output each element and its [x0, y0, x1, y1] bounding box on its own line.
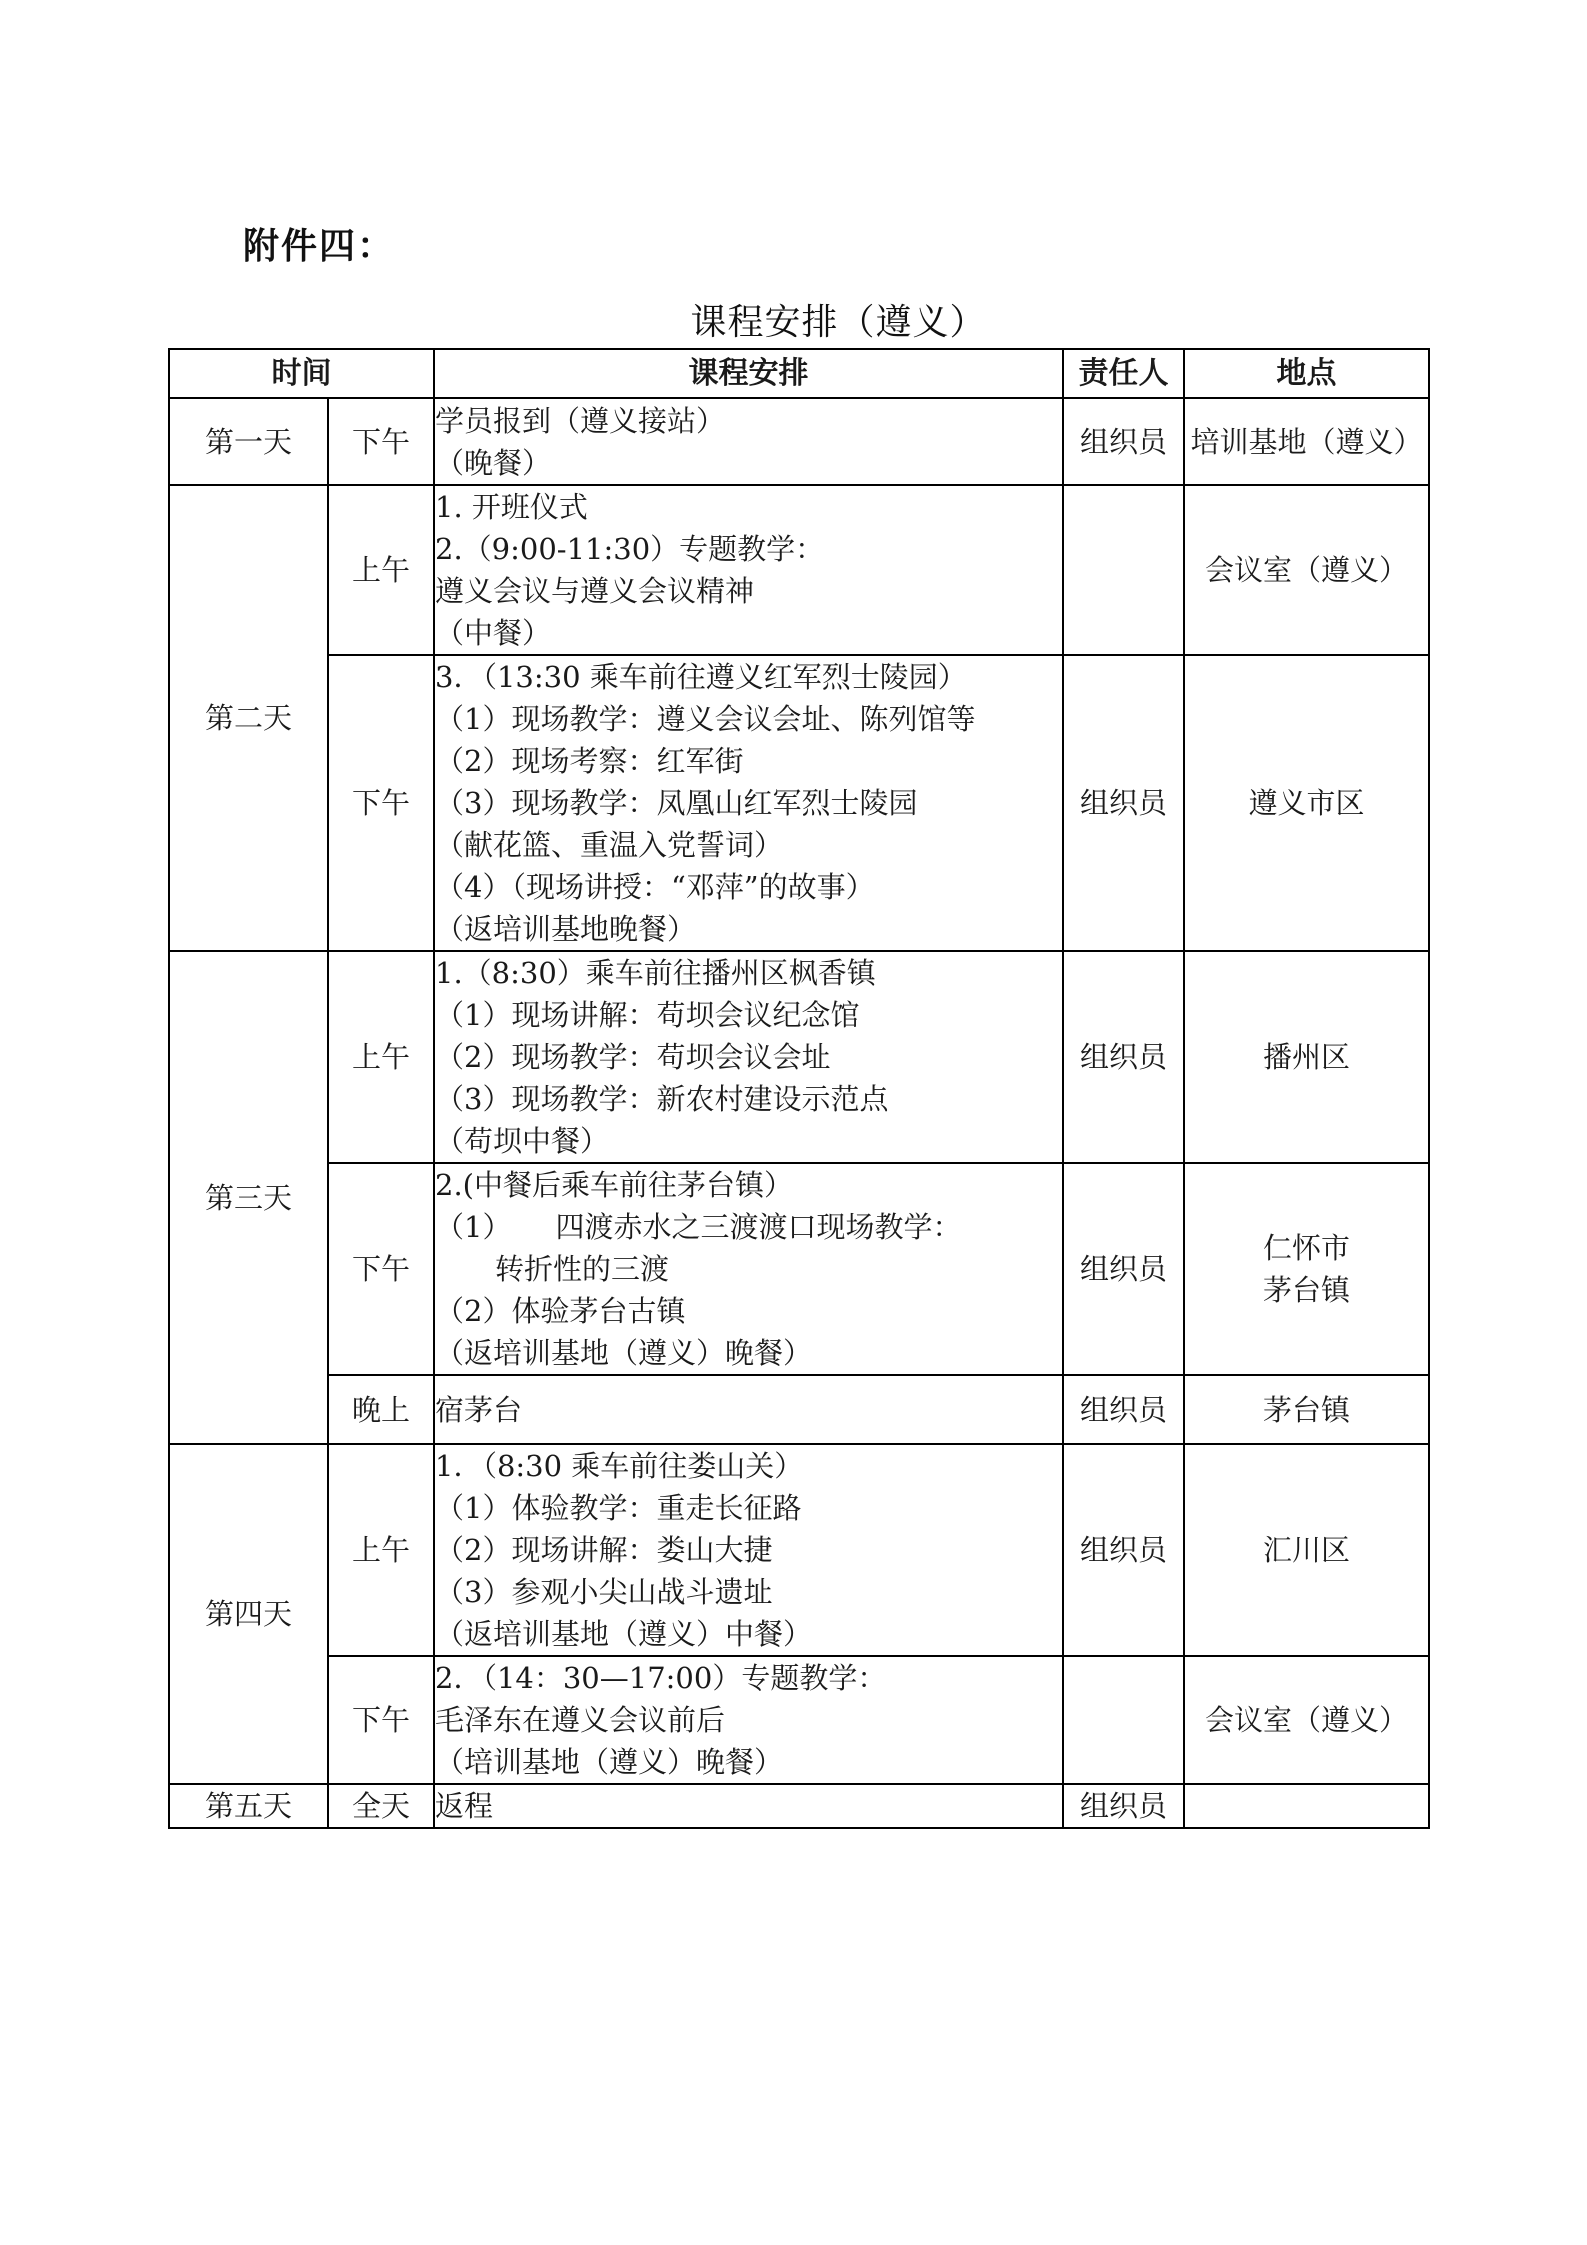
table-header-row [169, 349, 1429, 398]
course-line: （返培训基地（遵义）晚餐） [435, 1336, 813, 1370]
responsible-cell [1063, 485, 1184, 655]
course-line: （培训基地（遵义）晚餐） [435, 1745, 784, 1779]
responsible-cell: 组织员 [1063, 398, 1184, 485]
course-line: 2.（9:00-11:30）专题教学： [435, 532, 825, 566]
course-line: （苟坝中餐） [435, 1124, 610, 1158]
course-line: 3．（13:30 乘车前往遵义红军烈士陵园） [435, 660, 967, 694]
location-cell: 播州区 [1184, 951, 1429, 1163]
location-cell: 会议室（遵义） [1184, 485, 1429, 655]
course-cell [434, 951, 1063, 1163]
course-line: （2）现场教学：苟坝会议会址 [435, 1040, 831, 1074]
table-row [169, 951, 1429, 1163]
course-line: （3）参观小尖山战斗遗址 [435, 1575, 773, 1609]
table-row [169, 1784, 1429, 1828]
course-line: （4）（现场讲授：“邓萍”的故事） [435, 870, 875, 904]
location-cell: 培训基地（遵义） [1184, 398, 1429, 485]
page-title: 课程安排（遵义） [690, 302, 987, 343]
table-row [169, 1656, 1429, 1784]
responsible-cell [1063, 1656, 1184, 1784]
course-cell [434, 1375, 1063, 1444]
header-time: 时间 [169, 349, 434, 398]
course-line: 转折性的三渡 [495, 1252, 670, 1286]
location-cell: 遵义市区 [1184, 655, 1429, 951]
course-line: 2.(中餐后乘车前往茅台镇） [435, 1168, 793, 1202]
period-cell: 下午 [328, 1163, 434, 1375]
course-line: 宿茅台 [435, 1392, 523, 1427]
course-line: （返培训基地（遵义）中餐） [435, 1617, 813, 1651]
course-cell [434, 655, 1063, 951]
header-location: 地点 [1184, 349, 1429, 398]
course-cell [434, 485, 1063, 655]
period-cell: 下午 [328, 1656, 434, 1784]
course-cell [434, 1444, 1063, 1656]
course-line: 1. 开班仪式 [435, 490, 588, 524]
period-cell: 下午 [328, 655, 434, 951]
course-line-text: 四渡赤水之三渡渡口现场教学： [555, 1210, 962, 1244]
day-cell: 第五天 [169, 1784, 328, 1828]
table-row [169, 1375, 1429, 1444]
period-cell: 下午 [328, 398, 434, 485]
responsible-cell: 组织员 [1063, 1375, 1184, 1444]
location-cell: 汇川区 [1184, 1444, 1429, 1656]
table-row [169, 1163, 1429, 1375]
table-row [169, 398, 1429, 485]
table-row [169, 1444, 1429, 1656]
period-cell: 上午 [328, 485, 434, 655]
course-line: （2）体验茅台古镇 [435, 1294, 686, 1328]
period-cell: 上午 [328, 951, 434, 1163]
header-responsible: 责任人 [1063, 349, 1184, 398]
course-line: （3）现场教学：凤凰山红军烈士陵园 [435, 786, 918, 820]
period-cell: 上午 [328, 1444, 434, 1656]
day-cell: 第三天 [169, 951, 328, 1444]
course-line: （2）现场讲解：娄山大捷 [435, 1533, 773, 1567]
responsible-cell: 组织员 [1063, 655, 1184, 951]
responsible-cell: 组织员 [1063, 951, 1184, 1163]
course-line: （1）现场教学：遵义会议会址、陈列馆等 [435, 702, 976, 736]
day-cell: 第二天 [169, 485, 328, 951]
course-line [435, 1206, 1062, 1248]
course-line: 学员报到（遵义接站） [435, 403, 726, 438]
course-line: （中餐） [435, 616, 552, 650]
course-cell [434, 398, 1063, 485]
course-line: 2．（14：30—17:00）专题教学： [435, 1661, 887, 1695]
period-cell: 晚上 [328, 1375, 434, 1444]
schedule-table [168, 348, 1430, 1829]
attachment-label: 附件四： [243, 226, 396, 267]
course-line: （3）现场教学：新农村建设示范点 [435, 1082, 889, 1116]
location-line: 仁怀市 [1262, 1231, 1350, 1265]
location-line: 茅台镇 [1262, 1273, 1350, 1307]
responsible-cell: 组织员 [1063, 1163, 1184, 1375]
header-course: 课程安排 [434, 349, 1063, 398]
location-cell: 会议室（遵义） [1184, 1656, 1429, 1784]
responsible-cell: 组织员 [1063, 1444, 1184, 1656]
course-cell [434, 1784, 1063, 1828]
period-cell: 全天 [328, 1784, 434, 1828]
course-line: （献花篮、重温入党誓词） [435, 828, 784, 862]
table-row [169, 655, 1429, 951]
course-line: 遵义会议与遵义会议精神 [435, 574, 755, 608]
day-cell: 第一天 [169, 398, 328, 485]
course-line: （1）体验教学：重走长征路 [435, 1491, 802, 1525]
course-line: 1．（8:30 乘车前往娄山关） [435, 1449, 804, 1483]
course-cell [434, 1656, 1063, 1784]
course-line: 毛泽东在遵义会议前后 [435, 1703, 726, 1737]
course-line: 1.（8:30）乘车前往播州区枫香镇 [435, 956, 876, 990]
course-line: 返程 [435, 1789, 494, 1823]
course-line: （晚餐） [435, 445, 552, 480]
location-cell [1184, 1163, 1429, 1375]
course-line-number: （1） [435, 1210, 512, 1244]
responsible-cell: 组织员 [1063, 1784, 1184, 1828]
table-row [169, 485, 1429, 655]
course-cell [434, 1163, 1063, 1375]
course-line: （返培训基地晚餐） [435, 912, 697, 946]
course-line: （1）现场讲解：苟坝会议纪念馆 [435, 998, 860, 1032]
day-cell: 第四天 [169, 1444, 328, 1784]
course-line: （2）现场考察：红军街 [435, 744, 744, 778]
location-cell [1184, 1784, 1429, 1828]
location-cell: 茅台镇 [1184, 1375, 1429, 1444]
